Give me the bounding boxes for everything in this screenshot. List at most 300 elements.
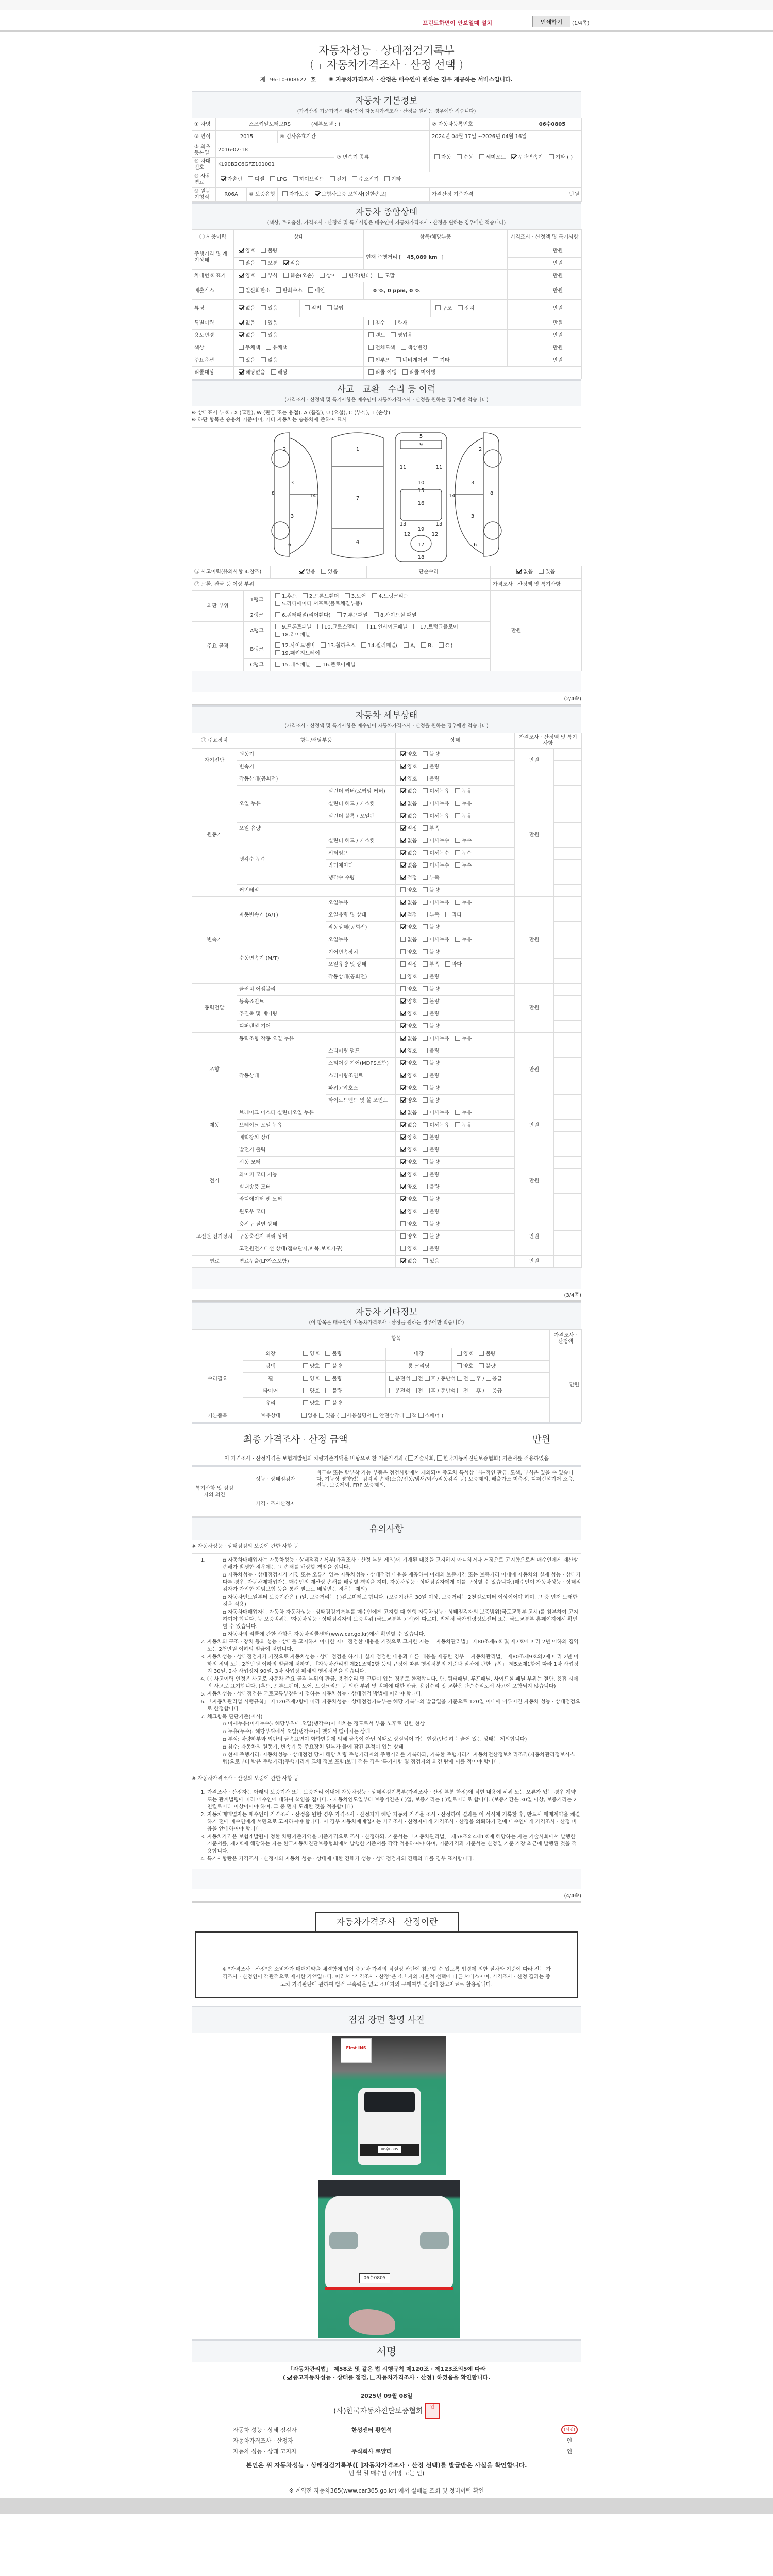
checkbox: [423, 949, 428, 954]
option: [420, 1209, 439, 1215]
checkbox: [423, 838, 428, 843]
option-label: 불량: [429, 1172, 440, 1178]
checkbox: [423, 875, 428, 880]
checkbox: [421, 642, 426, 648]
checkbox: [457, 1376, 462, 1381]
option: [469, 1388, 484, 1394]
checkbox: [458, 305, 463, 310]
note-text: 자동차가격은 보험개발원이 정한 차량기준가액을 기준가격으로 조사 · 산정하되, 기준서는 「자동차관리법」 제58조의4제1호에 해당하는 자는 기술사회에서 발행한 기준서를, 제2호에 해당하는 자는 한국자동차진단보증협회에서 발행한 기준서를 각각 적용하여야 하며, 기준가격과 기준서는 산정일 기준 가장 최근에 발행된 것을 적용합니다.: [207, 1834, 577, 1854]
checkbox: [401, 345, 406, 350]
option-label: 기술사회,: [414, 1456, 436, 1462]
checkbox: [400, 788, 406, 793]
option: [452, 838, 472, 844]
note-subitem: ▫ 침수: 자동차의 원동기, 변속기 등 주요장치 일부가 물에 잠긴 흔적이 있는 상태: [223, 1744, 581, 1751]
option-label: 화재: [397, 320, 408, 326]
page-indicator: (1/4쪽): [572, 21, 590, 26]
option: [285, 2374, 368, 2381]
option: [268, 370, 288, 376]
section-signature: 서명: [192, 2339, 581, 2362]
option: [452, 1110, 472, 1116]
option: [398, 974, 417, 980]
option-label: 없음: [407, 838, 417, 844]
about-price-appraisal: 자동차가격조사 · 산정이란 ※ "가격조사 · 산정"은 소비자가 매매계약을 체결함에 있어 중고차 가격의 적절성 판단에 참고할 수 있도록 법령에 의한 절차와 기준에 따라 전문 가격조사 · 산정인이 객관적으로 제시한 가액입니다. 따라서 "가격조사 · 산정"은 소비자의 자율적 선택에 따른 서비스이며, 가격조사 · 산정 결과는 중고차 가격판단에 관하여 법적 구속력은 없고 소비자의 구매여부 결정에 참고자료로 활용됩니다.: [195, 1931, 578, 1998]
option-label: 8.사이드실 패널: [380, 613, 417, 618]
checkbox: [423, 924, 428, 929]
option-label: 불법: [333, 306, 344, 311]
option: [236, 358, 255, 363]
note-subitem: ▫ 자동차성능 · 상태점검자가 거짓 또는 오류가 있는 자동차성능 · 상태점검 내용을 제공하여 아래의 보증기간 또는 보증거리 이내에 자동차의 실제 성능 · 상태가 다른 경우, 자동차매매업자는 매수인의 재산상 손해를 배상할 책임을 지며, 자동차성능 · 상태점검자에게 이를 구상할 수 있습니다.(매수인이 자동차성능 · 상태점검자가 가입한 책임보험 등을 통해 별도로 배상받는 경우는 제외): [223, 1572, 581, 1594]
option-label: 양호: [407, 1246, 417, 1252]
checkbox: [287, 2375, 292, 2380]
note-item: [207, 1699, 581, 1713]
option: [420, 851, 449, 856]
checkbox: [400, 949, 406, 954]
checkbox: [239, 369, 244, 375]
option: [388, 320, 407, 326]
option-label: 과다: [451, 962, 462, 968]
checkbox: [239, 260, 244, 265]
price-standard-note: 이 가격조사 · 산정가격은 보험개발원의 차량기준가액을 바탕으로 한 기준가격과 ( 기술사회, 한국자동차진단보증협회) 기준서를 적용하였음: [192, 1453, 581, 1467]
note-subitem: ▫ 자동차매매업자는 자동차 자동차성능 · 상태점검기록부를 매수인에게 고지할 때 현행 자동차성능 · 상태점검자의 보증범위(국토교통부 고시)를 첨부하여 고지하여야 합니다. 동 보증범위는 '자동차성능 · 상태점검자의 보증범위'(국토교통부 고시)에 따르며, 법제처 국가법령정보센터 또는 국토교통부 홈페이지에서 확인할 수 있습니다.: [223, 1609, 581, 1631]
option-label: 누수: [461, 863, 472, 869]
option: [454, 155, 473, 160]
option-label: 3.도어: [351, 593, 366, 599]
checkbox: [479, 1351, 484, 1356]
option: [430, 358, 449, 363]
table-row: 커먼레일 양호 불량: [192, 885, 582, 897]
option-label: 불량: [429, 888, 440, 893]
option-label: C ): [445, 642, 453, 649]
option: [273, 594, 297, 599]
option: [267, 177, 287, 182]
option-label: 15.대쉬패널: [282, 662, 310, 668]
checkbox: [457, 1388, 462, 1393]
checkbox: [320, 273, 325, 278]
checkbox: [315, 191, 320, 196]
table-row: 오일 누유 실린더 커버(로커암 커버) 없음 미세누유 누유: [192, 786, 582, 798]
option-label: 운전석: [395, 1376, 410, 1382]
option-label: 양호: [407, 1197, 417, 1202]
option: [411, 624, 458, 630]
checkbox: [400, 974, 406, 979]
option: [452, 851, 472, 856]
option: [546, 155, 573, 160]
option: [420, 1147, 439, 1153]
part-number-label: 6: [473, 542, 477, 548]
checkbox: [423, 1023, 428, 1028]
car-side-outline: [271, 433, 290, 556]
checkbox: [400, 1147, 406, 1152]
option-label: 스패너 ): [425, 1413, 444, 1419]
option: [420, 764, 439, 770]
option: [273, 632, 310, 638]
option-label: 10.크로스멤버: [324, 624, 358, 630]
checkbox: [455, 813, 460, 818]
option-label: 양호: [407, 752, 417, 757]
option: [400, 370, 435, 376]
part-number-label: 12: [431, 532, 439, 537]
note-text: 특기사항란은 가격조사 · 산정자의 자동차 성능 · 상태에 대한 견해가 성능 · 상태점검자의 견해와 다를 경우 표시합니다.: [207, 1856, 474, 1862]
option-label: 있음: [545, 569, 556, 575]
option: [420, 1048, 439, 1054]
section-detail: 자동차 세부상태 (가격조사 · 산정액 및 특기사항은 매수인이 자동차가격조사 · 산정을 원하는 경우에만 적습니다): [192, 705, 581, 733]
table-row: 전기 발전기 출력 양호 불량 만원: [192, 1144, 582, 1157]
checkbox: [457, 1351, 462, 1356]
note-item: [207, 1639, 581, 1653]
note-subitem: ▫ 자동차의 리콜에 관한 사항은 자동차리콜센터(www.car.go.kr)에서 확인할 수 있습니다.: [223, 1631, 581, 1638]
option-label: 후 /: [476, 1376, 484, 1382]
signer-row: [192, 2446, 581, 2456]
option: [476, 1351, 495, 1357]
option-label: 탄화수소: [282, 288, 303, 294]
document-number: 제 96-10-008622 호 ※ 자동차가격조사 · 산정은 매수인이 원하는 경우 제공하는 서비스입니다.: [260, 76, 513, 83]
option-label: 누유: [461, 1036, 472, 1042]
option: [300, 594, 339, 599]
option: [420, 1246, 439, 1252]
option-label: 양호: [407, 1098, 417, 1104]
print-button[interactable]: 인쇄하기: [532, 16, 570, 27]
option: [398, 1259, 417, 1264]
table-row: 스티어링조인트 양호 불량: [192, 1070, 582, 1082]
option: [398, 851, 417, 856]
checkbox: [423, 788, 428, 793]
option-label: 부식: [267, 273, 278, 279]
option: [455, 306, 474, 311]
option-label: 누수: [461, 838, 472, 844]
note-subitem: ▫ 미세누유(미세누수): 해당부위에 오일(냉각수)이 비치는 정도로서 부품 노후로 인한 현상: [223, 1721, 581, 1728]
option-label: 미세누유: [429, 1036, 449, 1042]
checkbox: [418, 1413, 424, 1418]
transmission-options: [430, 143, 582, 172]
checkbox: [470, 1376, 475, 1381]
option-label: 양호: [407, 1209, 417, 1215]
checkbox: [435, 305, 441, 310]
option-label: 없음: [407, 801, 417, 807]
table-row: 오일 유량 적정 부족: [192, 823, 582, 835]
option-label: A,: [410, 642, 416, 649]
part-number-label: 2: [478, 447, 482, 452]
table-row: 리콜대상 해당없음 해당 리콜 이행 리콜 미이행: [192, 367, 582, 379]
part-number-label: 11: [435, 465, 443, 470]
option-label: 누유: [461, 801, 472, 807]
option: [420, 875, 439, 881]
option-label: 양호: [407, 1160, 417, 1165]
signer-row: [192, 2435, 581, 2446]
option-label: 양호: [407, 1234, 417, 1240]
note-item: [207, 1789, 581, 1811]
checkbox: [384, 176, 390, 181]
option: [436, 643, 452, 649]
option: [300, 1351, 320, 1357]
checkbox: [423, 1147, 428, 1152]
warranty-options: [278, 188, 430, 202]
option-label: 있음: [328, 569, 338, 575]
option-label: 있음 (: [325, 1413, 339, 1419]
checkbox: [325, 1363, 330, 1368]
option: [302, 306, 321, 311]
option-label: 불량: [429, 1086, 440, 1091]
checkbox: [425, 1376, 430, 1381]
option-label: 세미오토: [485, 155, 506, 160]
checkbox: [423, 1060, 428, 1065]
option-label: 미세누유: [429, 814, 449, 819]
note-text: 체크항목 판단기준(예시): [207, 1714, 263, 1720]
option-label: 리콜 미이행: [409, 370, 436, 376]
accident-table: ⑫ 사고이력(유의사항 4.참조) 없음 있음 단순수리 없음 있음 ⑬ 교환, 판금 등 이상 부위 가격조사 · 산정액 및 특기사항 외판 부위 1랭크 1.후드 2.프론트휀더 3.도어 4.트렁크리드5.라디에이터 서포트(볼트체결부품) 만원 2랭크 6.쿼터패널(리어휀다) 7.루프패널 8.사이드실 패널 주요 골격 A랭크 9.프론트패널 10.크로스멤버 11.인사이드패널 17.트렁크플로어18.리어패널 B랭크 12.사이드멤버 13.휠하우스 14.필러패널( A, B, C )19.패키지트레이 C랭크 15.대쉬패널 16.플로어패널: [192, 566, 582, 671]
option-label: 13.휠하우스: [327, 642, 356, 649]
option-label: LPG: [277, 177, 287, 182]
option: [398, 1123, 417, 1128]
option: [258, 273, 277, 279]
option: [418, 643, 433, 649]
option-label: 수소전기: [359, 177, 379, 182]
option-label: 불량: [429, 1048, 440, 1054]
option: [398, 875, 417, 881]
option: [334, 613, 368, 618]
option-label: 6.쿼터패널(리어휀다): [282, 613, 331, 618]
option-label: 리콜 이행: [375, 370, 397, 376]
page-indicator: (2/4쪽): [192, 692, 581, 705]
part-number-label: 14: [309, 493, 316, 499]
option-label: 안전삼각대: [379, 1413, 405, 1419]
option-label: 과다: [451, 912, 462, 918]
summary-table: ⑪ 사용이력 상태 항목/해당부품 가격조사 · 산정액 및 특기사항 주행거리 및 계기상태 양호 불량 현재 주행거리 [ 45,089 km ] 만원 많음 보통 적음 만원 차대번호 표기 양호 부식 훼손(오손) 상이 변조(변타) 도말 만원 배출가스 일산화탄소 탄화수소 매연 0 %, 0 ppm, 0 % 만원 튜닝 없음 있음 적법 불법 구조 장치 만원 특별이력 없음 있음 침수 화재 만원 용도변경 없음 있음 렌트 영업용 만원 색상 무채색 유채색 전체도색 색상변경 만원 주요옵션 있음 없음 썬루프 네비게이션 기타 만원 리콜대상 해당없음 해당 리콜 이행 리콜 미이행: [192, 229, 582, 379]
checkbox: [270, 176, 275, 181]
option-label: 불량: [332, 1401, 342, 1406]
option-label: 미세누유: [429, 1110, 449, 1116]
part-number-label: 14: [448, 493, 456, 499]
checkbox: [261, 248, 266, 253]
option-label: 불량: [429, 1184, 440, 1190]
inspection-photo-rear: First INS 06수0805: [192, 2033, 581, 2178]
note-subitem: ▫ 누유(누수): 해당부위에서 오일(냉각수)이 맺혀서 떨어지는 상태: [223, 1728, 581, 1736]
option-label: 불량: [429, 1234, 440, 1240]
option-label: 기타: [391, 177, 401, 182]
option-label: 미세누수: [429, 863, 449, 869]
note-text: ⑫ 사고이력 인정은 사고로 자동차 주요 골격 부위의 판금, 용접수리 및 교환이 있는 경우로 한정합니다. 단, 쿼터패널, 루프패널, 사이드실 패널 부위는 절단, 용접 시에만 사고로 표기합니다. (후드, 프론트펜더, 도어, 트렁크리드 등 외판 부위 및 범퍼에 대한 판금, 용접수리 및 교환은 단순수리로서 사고에 포함되지 않습니다): [207, 1676, 579, 1689]
option: [420, 900, 449, 906]
option-label: 누유: [461, 1110, 472, 1116]
page-indicator: (4/4쪽): [192, 1889, 581, 1903]
note-item: [207, 1856, 581, 1863]
option: [273, 643, 315, 649]
option: [258, 358, 277, 363]
option-label: 전기: [336, 177, 347, 182]
checkbox: [400, 1196, 406, 1201]
option: [477, 155, 506, 160]
checkbox: [434, 154, 440, 159]
option: [236, 261, 255, 266]
table-row: 등속죠인트 양호 불량: [192, 996, 582, 1008]
checkbox: [303, 1376, 308, 1381]
option: [420, 1172, 439, 1178]
option: [366, 320, 385, 326]
option: [432, 155, 451, 160]
option-label: 양호: [407, 776, 417, 782]
option: [452, 1123, 472, 1128]
option-label: 양호: [407, 1048, 417, 1054]
checkbox: [400, 1048, 406, 1053]
option: [436, 1456, 498, 1462]
option: [420, 838, 449, 844]
option-label: 운전석: [395, 1388, 410, 1394]
option: [452, 801, 472, 807]
checkbox: [400, 850, 406, 855]
checkbox: [316, 662, 321, 667]
table-row: 실린더 블록 / 오일팬 없음 미세누유 누유: [192, 810, 582, 823]
option-label: 응급: [492, 1388, 502, 1394]
car-side-outline: [455, 438, 483, 554]
option: [420, 1024, 439, 1029]
part-number-label: 1: [356, 447, 360, 452]
checkbox: [516, 569, 522, 574]
option-label: 적정: [407, 875, 417, 881]
option-label: 9.프론트패널: [282, 624, 312, 630]
option-label: 양호: [407, 974, 417, 980]
checkbox: [400, 961, 406, 967]
table-row: 동력전달 클러치 어셈블리 양호 불량 만원: [192, 984, 582, 996]
option-label: 불량: [429, 752, 440, 757]
checkbox: [423, 1221, 428, 1226]
option: [236, 370, 265, 376]
checkbox: [319, 1413, 324, 1418]
checkbox: [486, 1388, 491, 1393]
checkbox: [457, 1363, 462, 1368]
checkbox: [275, 593, 280, 598]
checkbox: [404, 642, 409, 648]
part-number-label: 3: [470, 480, 475, 486]
option: [273, 624, 312, 630]
checkbox: [317, 624, 323, 629]
option-label: 불량: [429, 1197, 440, 1202]
option: [258, 306, 277, 311]
checkbox: [239, 332, 244, 337]
option: [388, 1376, 410, 1382]
option-label: 기타: [440, 358, 450, 363]
option-label: 양호: [310, 1376, 320, 1382]
option-label: 양호: [407, 950, 417, 955]
option: [273, 651, 320, 656]
option-label: 있음: [267, 320, 278, 326]
checkbox: [368, 332, 374, 337]
option: [369, 2374, 431, 2381]
option: [366, 370, 397, 376]
part-number-label: 15: [417, 488, 425, 494]
table-row: 주요옵션 있음 없음 썬루프 네비게이션 기타 만원: [192, 354, 582, 367]
print-install-link[interactable]: 프린트화면이 안보일때 설치: [423, 20, 493, 26]
option-label: 자동차가격조사 · 산정: [376, 2374, 432, 2381]
checkbox: [400, 801, 406, 806]
option-label: 썬루프: [375, 358, 390, 363]
note-text: 자동차매매업자는 매수인이 가격조사 · 산정을 원할 경우 가격조사 · 산정자가 해당 자동차 가격을 조사 · 산정하여 결과를 이 서식에 기록한 후, 반드시 매매계약을 체결하기 전에 매수인에게 서면으로 고지하여야 합니다. 이 경우 자동차매매업자는 가격조사 · 산정자에게 가격조사 · 산정을 의뢰하기 전에 매수인에게 가격조사 · 산정 비용을 안내하여야 합니다.: [207, 1812, 580, 1832]
checkbox: [402, 369, 408, 375]
option-label: 전: [417, 1376, 423, 1382]
signer-name: 한성센터 황현석: [351, 2426, 392, 2433]
option: [398, 1147, 417, 1153]
etc-table: 항목 가격조사 · 산정액 수리필요 외장 양호 불량 내장 양호 불량 만원 광택 양호 불량 룸 크리닝 양호 불량 휠 양호 불량 운전석 전 후 / 동반석 전 후 / 응급 타이어 양호 불량 운전석 전 후 / 동반석 전 후 / 응급 유리 양호 불량 기본품목 보유상태 없음 있음 ( 사용설명서 안전삼각대 잭 스패너 ): [192, 1329, 582, 1422]
option: [398, 1234, 417, 1240]
option: [420, 1036, 449, 1042]
option: [398, 1011, 417, 1017]
option-label: 양호: [407, 1086, 417, 1091]
checkbox: [539, 569, 544, 574]
option: [398, 999, 417, 1005]
option-label: B,: [428, 642, 433, 649]
option: [376, 273, 395, 279]
option-label: 양호: [407, 1184, 417, 1190]
option: [372, 1413, 404, 1419]
section-summary: 자동차 종합상태 (색상, 주요옵션, 가격조사 · 산정액 및 특기사항은 매수인이 자동차가격조사 · 산정을 원하는 경우에만 적습니다): [192, 202, 581, 229]
option-label: 없음: [407, 789, 417, 794]
inspection-photo-front: 06수0805: [192, 2178, 581, 2339]
checkbox: [445, 961, 450, 967]
option: [315, 624, 357, 630]
checkbox: [400, 1258, 406, 1263]
checkbox: [368, 357, 374, 362]
option: [398, 1073, 417, 1079]
checkbox: [299, 569, 304, 574]
table-row: 실내송풍 모터 양호 불량: [192, 1181, 582, 1194]
option: [420, 974, 439, 980]
option: [398, 1135, 417, 1141]
table-row: 냉각수 누수 실린더 헤드 / 개스킷 없음 미세누수 누수: [192, 835, 582, 848]
checkbox: [303, 1351, 308, 1356]
option-label: 적정: [407, 962, 417, 968]
option-label: 없음: [407, 1123, 417, 1128]
part-number-label: 17: [417, 542, 425, 548]
table-row: B랭크 12.사이드멤버 13.휠하우스 14.필러패널( A, B, C )19.패키지트레이: [192, 640, 582, 659]
option: [485, 1388, 502, 1394]
option: [420, 1061, 439, 1066]
option: [318, 643, 356, 649]
part-number-label: 4: [356, 539, 360, 545]
part-number-label: 19: [417, 527, 425, 532]
option-label: 불량: [429, 1098, 440, 1104]
option-label: 전: [417, 1388, 423, 1394]
table-row: 변속기 양호 불량: [192, 761, 582, 773]
checkbox: [425, 1388, 430, 1393]
checkbox: [303, 1363, 308, 1368]
option: [398, 789, 417, 794]
checkbox: [400, 937, 406, 942]
option-label: 불량: [332, 1351, 342, 1357]
option: [454, 1364, 473, 1369]
option: [236, 248, 255, 254]
option: [300, 1401, 320, 1406]
option-label: 누수: [461, 851, 472, 856]
option: [339, 273, 372, 279]
option: [398, 912, 417, 918]
option: [454, 1351, 473, 1357]
option-label: 양호: [245, 248, 256, 254]
signer-label: 자동차가격조사 · 산정자: [233, 2437, 293, 2444]
option-label: 부족: [429, 826, 440, 832]
notes: ※ 자동차성능 · 상태점검의 보증에 관한 사항 등 ▫ 1. 자동차매매업자는 자동차성능 · 상태점검기록부(가격조사 · 산정 부분 제외)에 기재된 내용을 고지하지 아니하거나 거짓으로 고지함으로써 매수인에게 재산상 손해가 발생한 경우에는 그 손해를 배상할 책임을 집니다. ▫ 자동차성능 · 상태점검자가 거짓 또는 오류가 있는 자동차성능 · 상태점검 내용을 제공하여 아래의 보증기간 또는 보증거리 이내에 자동차의 실제 성능 · 상태가 다른 경우, 자동차매매업자는 매수인의 재산상 손해를 배상할 책임을 지며, 자동차성능 · 상태점검자에게 이를 구상할 수 있습니다.(매수인이 자동차성능 · 상태점검자가 가입한 책임보험 등을 통해 별도로 배상받는 경우는 제외) ▫ 자동차인도일부터 보증기간은 ( )일, 보증거리는 ( )킬로미터로 합니다. (보증기간은 30일 이상, 보증거리는 2천킬로미터 이상이어야 하며, 그 중 먼저 도래한 것을 적용) ▫ 자동차매매업자는 자동차 자동차성능 · 상태점검기록부를 매수인에게 고지할 때 현행 자동차성능 · 상태점검자의 보증범위(국토교통부 고시)를 첨부하여 고지하여야 합니다. 동 보증범위는 '자동차성능 · 상태점검자의 보증범위'(국토교통부 고시)에 따르며, 법제처 국가법령정보센터 또는 국토교통부 홈페이지에서 확인할 수 있습니다. ▫ 자동차의 리콜에 관한 사항은 자동차리콜센터(www.car.go.kr)에서 확인할 수 있습니다. 2. 자동차의 구조 · 장치 등의 성능 · 상태를 고지하지 아니한 자나 점검한 내용을 거짓으로 고지한 자는 「자동차관리법」 제80조제6호 및 제7호에 따라 2년 이하의 징역 또는 2천만원 이하의 벌금에 처합니다. 3. 자동차성능 · 상태점검자가 거짓으로 자동차성능 · 상태 점검을 하거나 실제 점검한 내용과 다른 내용을 제공한 경우 「자동차관리법」 제80조제9호의2에 따라 2년 이하의 징역 또는 2천만원 이하의 벌금에 처하며, 「자동차관리법 제21조제2항 등의 규정에 따른 행정처분의 기준과 절차에 관한 규칙」 제5조제1항에 따라 1차 사업정지 30일, 2차 사업정지 90일, 3차 사업장 폐쇄의 행정처분을 받습니다. 4. ⑫ 사고이력 인정은 사고로 자동차 주요 골격 부위의 판금, 용접수리 및 교환이 있는 경우로 한정합니다. 단, 쿼터패널, 루프패널, 사이드실 패널 부위는 절단, 용접 시에만 사고로 표기합니다. (후드, 프론트펜더, 도어, 트렁크리드 등 외판 부위 및 범퍼에 대한 판금, 용접수리 및 교환은 단순수리로서 사고에 포함되지 않습니다) 5. 자동차성능 · 상태점검은 국토교통부장관이 정하는 자동차성능 · 상태점검 방법에 따라야 합니다. 6. 「자동차관리법 시행규칙」 제120조제2항에 따라 자동차성능 · 상태점검기록부는 해당 기록부의 발급일을 기준으로 120일 이내에 이루어진 자동차 성능 · 상태점검으로 한정합니다 7. 체크항목 판단기준(예시) ▫ 미세누유(미세누수): 해당부위에 오일(냉각수)이 비치는 정도로서 부품 노후로 인한 현상 ▫ 누유(누수): 해당부위에서 오일(냉각수)이 맺혀서 떨어지는 상태 ▫ 부식: 차량하부와 외판의 금속표면이 화학반응에 의해 금속이 아닌 상태로 상실되어 가는 현상(단순히 녹슬어 있는 상태는 제외합니다) ▫ 침수: 자동차의 원동기, 변속기 등 주요장치 일부가 물에 잠긴 흔적이 있는 상태 ▫ 현재 주행거리: 자동차성능 · 상태점검 당시 해당 차량 주행거리계의 주행거리를 기록하되, 기록한 주행거리가 자동차전산정보처리조직(자동차관리정보시스템)으로부터 받은 주행거리(주행거리계 교체 정보 포함)보다 적은 경우 '특기사항 및 점검자의 의견'란에 이를 적어야 합니다. ※ 자동차가격조사 · 산정의 보증에 관한 사항 등 1. 가격조사 · 산정자는 아래의 보증기간 또는 보증거리 이내에 자동차성능 · 상태점검기록부(가격조사 · 산정 부분 한정)에 적힌 내용에 허위 또는 오류가 있는 경우 계약 또는 관계법령에 따라 매수인에 대하여 책임을 집니다. · 자동차인도일부터 보증기간은 ( )일, 보증거리는 ( )킬로미터로 합니다. (보증기간은 30일 이상, 보증거리는 2천킬로미터 이상이어야 하며, 그 중 먼저 도래한 것을 적용합니다) 2. 자동차매매업자는 매수인이 가격조사 · 산정을 원할 경우 가격조사 · 산정자가 해당 자동차 가격을 조사 · 산정하여 결과를 이 서식에 기록한 후, 반드시 매매계약을 체결하기 전에 매수인에게 서면으로 고지하여야 합니다. 이 경우 자동차매매업자는 가격조사 · 산정자에게 가격조사 · 산정을 의뢰하기 전에 매수인에게 가격조사 · 산정 비용을 안내하여야 합니다. 3. 자동차가격은 보험개발원이 정한 차량기준가액을 기준가격으로 조사 · 산정하되, 기준서는 「자동차관리법」 제58조의4제1호에 해당하는 자는 기술사회에서 발행한 기준서를, 제2호에 해당하는 자는 한국자동차진단보증협회에서 발행한 기준서를 각각 적용하여야 하며, 기준가격과 기준서는 산정일 기준 가장 최근에 발행된 것을 적용합니다. 4. 특기사항란은 가격조사 · 산정자의 자동차 성능 · 상태에 대한 견해가 성능 · 상태점검자의 견해와 다를 경우 표시합니다.: [192, 1540, 581, 1869]
option: [398, 1184, 417, 1190]
page-indicator: (3/4쪽): [192, 1289, 581, 1302]
note-text: 자동차성능 · 상태점검자가 거짓으로 자동차성능 · 상태 점검을 하거나 실제 점검한 내용과 다른 내용을 제공한 경우 「자동차관리법」 제80조제9호의2에 따라 2년 이하의 징역 또는 2천만원 이하의 벌금에 처하며, 「자동차관리법 제21조제2항 등의 규정에 따른 행정처분의 기준과 절차에 관한 규칙」 제5조제1항에 따라 1차 사업정지 30일, 2차 사업정지 90일, 3차 사업장 폐쇄의 행정처분을 받습니다.: [207, 1654, 579, 1674]
checkbox: [455, 838, 460, 843]
part-number-label: 7: [356, 496, 360, 501]
option-label: 2.프론트휀더: [309, 593, 339, 599]
option: [324, 306, 343, 311]
signer-row: [192, 2424, 581, 2435]
checkbox: [470, 1388, 475, 1393]
option: [366, 333, 385, 338]
option-label: 미세누수: [429, 838, 449, 844]
checkbox: [400, 1011, 406, 1016]
checkbox: [486, 1376, 491, 1381]
